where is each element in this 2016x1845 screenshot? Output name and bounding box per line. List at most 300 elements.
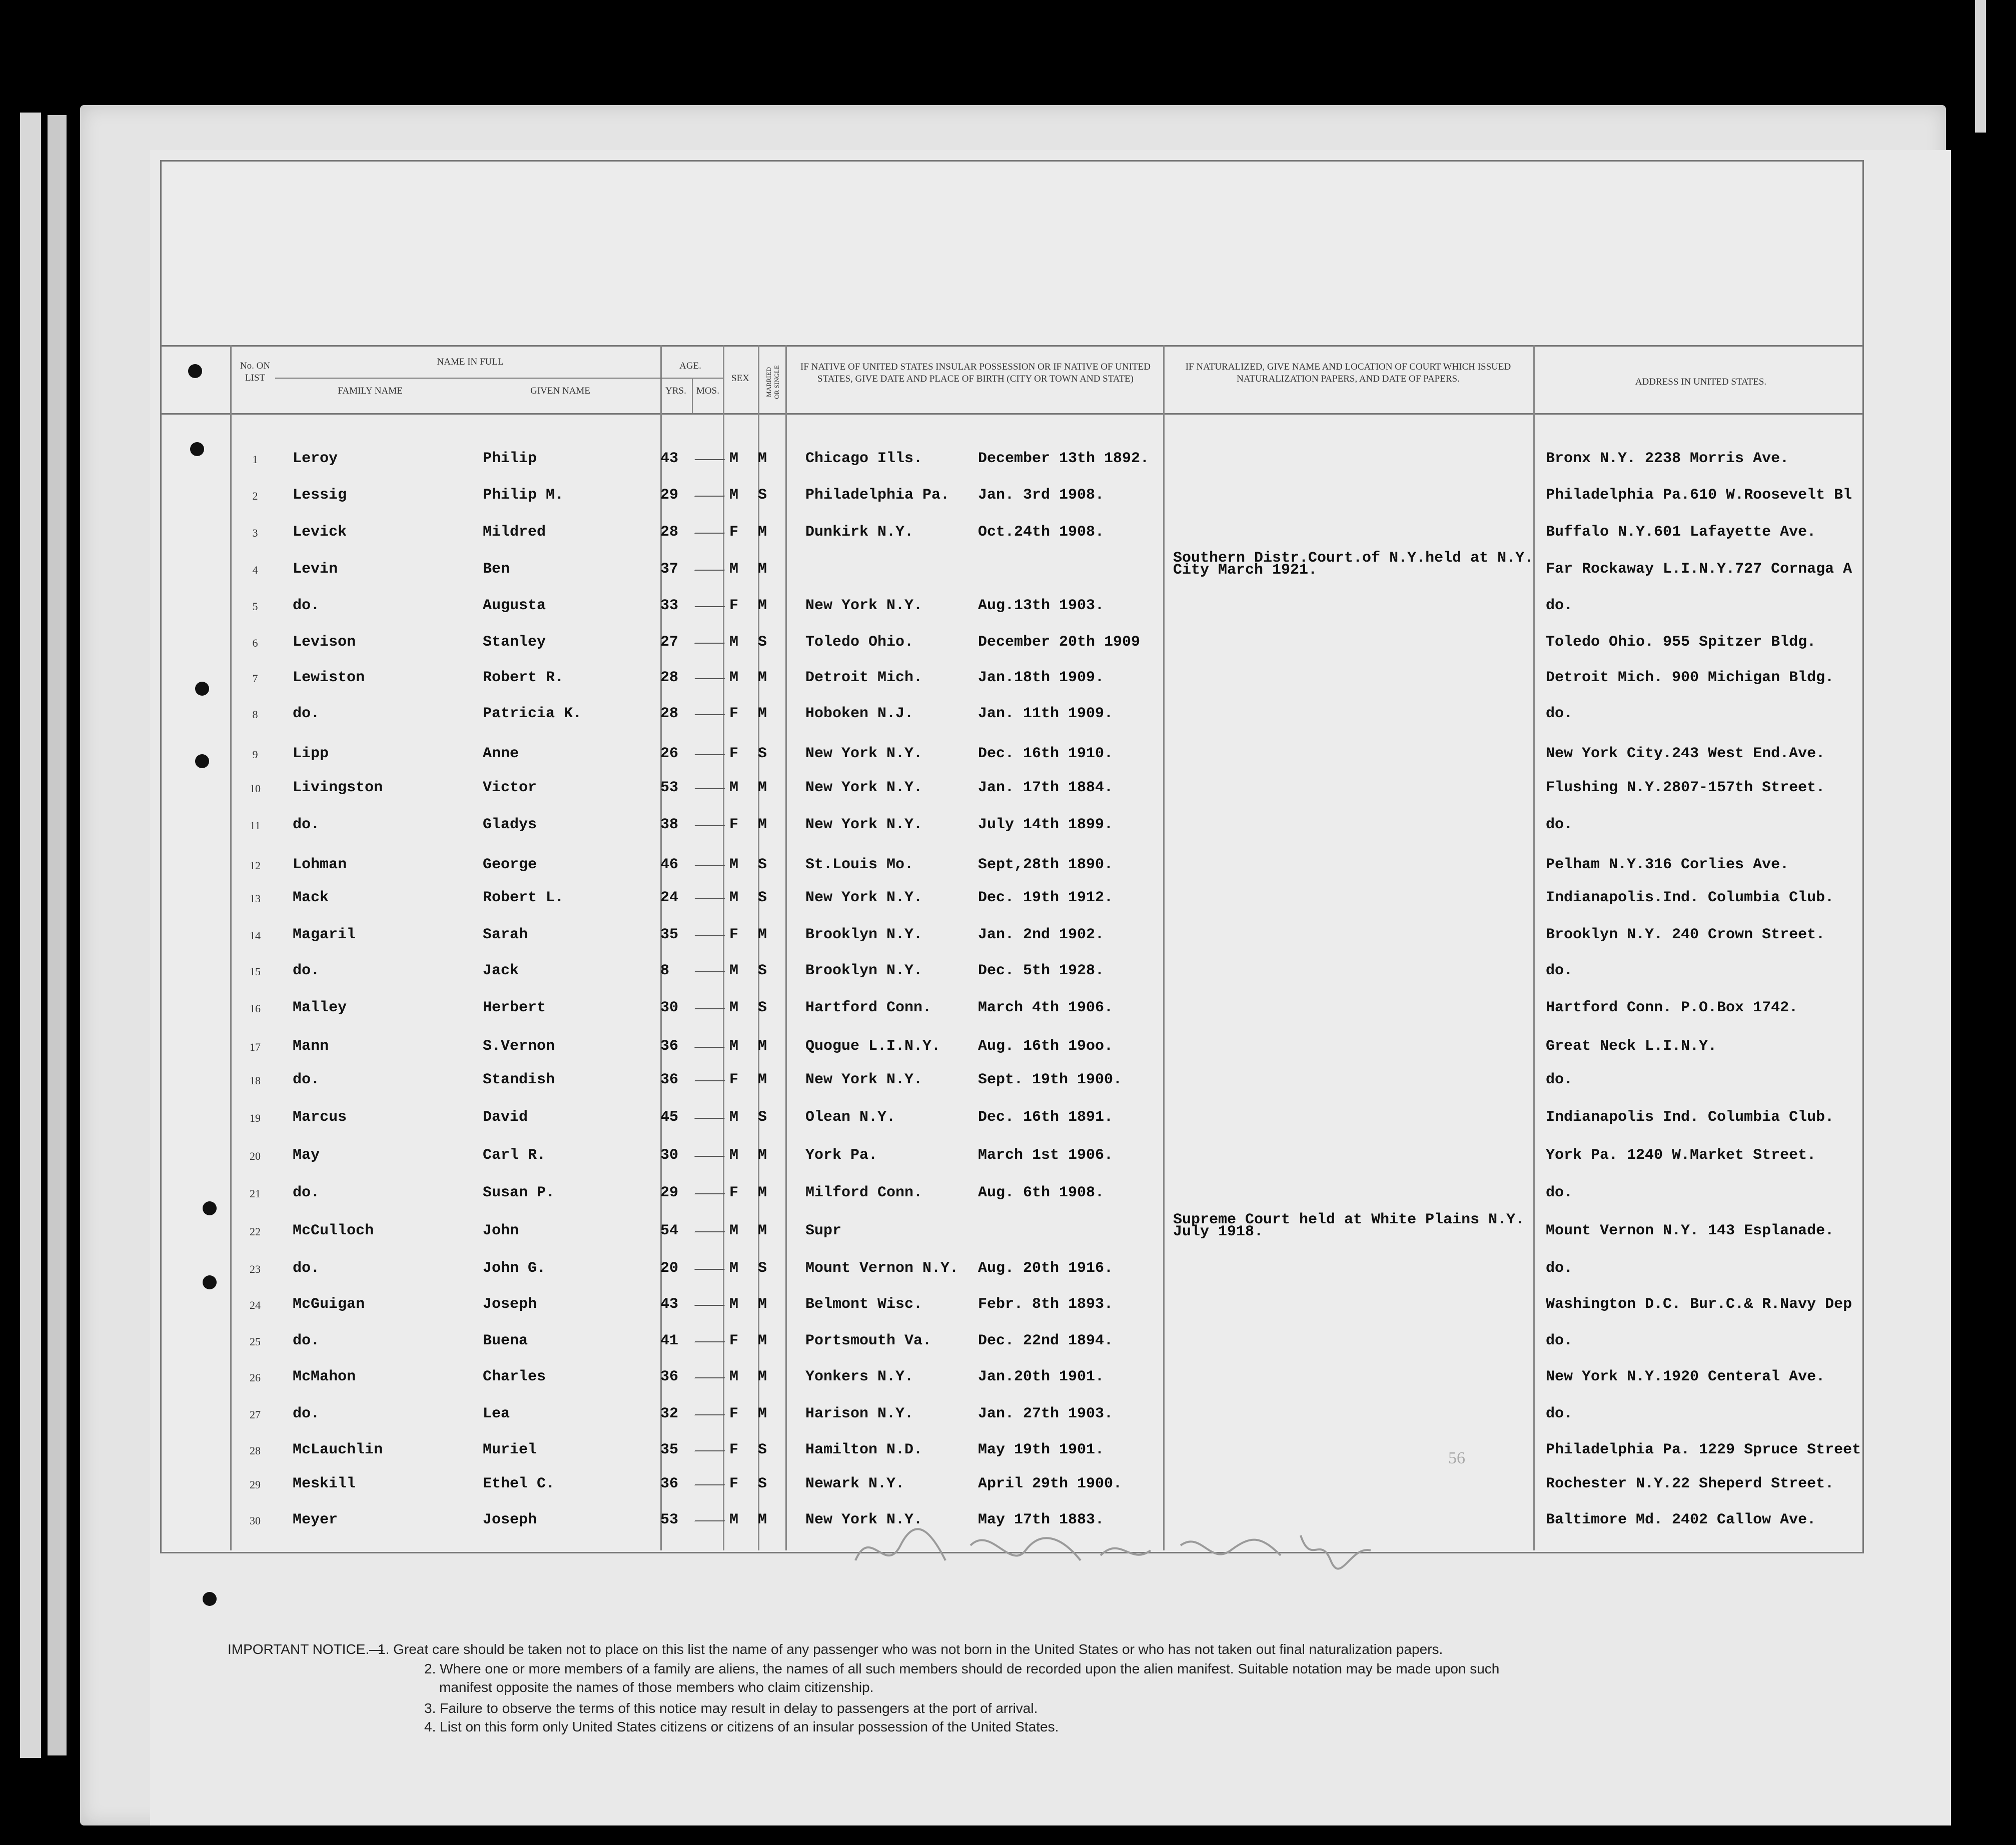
notice-item-3: 3. Failure to observe the terms of this notice may result in delay to passengers at the port of arrival.	[424, 1700, 1038, 1716]
row-given: Stanley	[483, 634, 546, 651]
row-ms: M	[758, 524, 767, 541]
row-age: 28	[660, 705, 679, 722]
row-place: Hartford Conn.	[805, 999, 932, 1016]
row-addr: Detroit Mich. 900 Michigan Bldg.	[1546, 669, 1834, 686]
row-sex: M	[729, 999, 739, 1016]
row-ms: M	[758, 1332, 767, 1349]
table-top-rule	[160, 345, 1862, 347]
row-addr: do.	[1546, 705, 1573, 722]
row-family: Mack	[293, 889, 329, 906]
row-place: Milford Conn.	[805, 1184, 923, 1201]
row-bdate: Febr. 8th 1893.	[978, 1296, 1114, 1313]
row-age: 53	[660, 1511, 679, 1528]
row-family: Mann	[293, 1038, 329, 1055]
row-no: 11	[250, 819, 261, 832]
row-given: Robert R.	[483, 669, 564, 686]
row-addr: do.	[1546, 1184, 1573, 1201]
row-age: 36	[660, 1071, 679, 1088]
row-sex: M	[729, 1038, 739, 1055]
row-addr: Buffalo N.Y.601 Lafayette Ave.	[1546, 524, 1816, 541]
row-ms: S	[758, 889, 767, 906]
row-bdate: Jan. 2nd 1902.	[978, 926, 1105, 943]
row-sex: M	[729, 450, 739, 467]
row-sex: F	[729, 745, 739, 762]
row-place: St.Louis Mo.	[805, 856, 914, 873]
row-bdate: Aug. 16th 19oo.	[978, 1038, 1114, 1055]
punch-hole	[190, 442, 204, 456]
row-age: 43	[660, 1296, 679, 1313]
row-addr: do.	[1546, 816, 1573, 833]
name-subheader-rule	[275, 378, 660, 379]
row-place: York Pa.	[805, 1147, 878, 1164]
row-given: Augusta	[483, 597, 546, 614]
row-given: Charles	[483, 1368, 546, 1385]
row-addr: York Pa. 1240 W.Market Street.	[1546, 1147, 1816, 1164]
row-given: Susan P.	[483, 1184, 555, 1201]
row-given: Robert L.	[483, 889, 564, 906]
row-given: Gladys	[483, 816, 537, 833]
row-sex: M	[729, 1511, 739, 1528]
signature-scrawl	[850, 1515, 1401, 1585]
row-age: 33	[660, 597, 679, 614]
row-age: 37	[660, 561, 679, 578]
row-age: 28	[660, 669, 679, 686]
row-no: 9	[252, 748, 258, 761]
row-no: 1	[252, 453, 258, 466]
row-ms: M	[758, 561, 767, 578]
row-family: McGuigan	[293, 1296, 365, 1313]
row-sex: F	[729, 1184, 739, 1201]
row-ms: M	[758, 1147, 767, 1164]
row-no: 4	[252, 564, 258, 576]
row-sex: M	[729, 561, 739, 578]
row-addr: Far Rockaway L.I.N.Y.727 Cornaga A	[1546, 561, 1852, 578]
row-no: 5	[252, 600, 258, 613]
row-place: Newark N.Y.	[805, 1475, 905, 1492]
row-no: 18	[250, 1074, 261, 1087]
row-bdate: Aug.13th 1903.	[978, 597, 1105, 614]
header-name-in-full: NAME IN FULL	[437, 357, 504, 367]
row-sex: M	[729, 1222, 739, 1239]
row-given: Lea	[483, 1405, 510, 1422]
row-addr: New York N.Y.1920 Centeral Ave.	[1546, 1368, 1825, 1385]
row-sex: M	[729, 962, 739, 979]
row-age: 36	[660, 1038, 679, 1055]
row-ms: M	[758, 1511, 767, 1528]
row-family: McLauchlin	[293, 1441, 383, 1458]
row-given: Anne	[483, 745, 519, 762]
row-ms: S	[758, 856, 767, 873]
row-ms: M	[758, 816, 767, 833]
row-given: Victor	[483, 779, 537, 796]
row-age: 46	[660, 856, 679, 873]
row-addr: Indianapolis.Ind. Columbia Club.	[1546, 889, 1834, 906]
row-place: New York N.Y.	[805, 816, 923, 833]
row-addr: do.	[1546, 1260, 1573, 1277]
row-sex: F	[729, 816, 739, 833]
notice-item-2: 2. Where one or more members of a family are aliens, the names of all such members should de recorded upon the alien manifest. Suitable notation may be made upon such	[424, 1661, 1500, 1676]
row-bdate: July 14th 1899.	[978, 816, 1114, 833]
row-addr: Philadelphia Pa.610 W.Roosevelt Bl	[1546, 487, 1852, 504]
punch-hole	[188, 364, 202, 378]
row-no: 15	[250, 965, 261, 978]
row-ms: S	[758, 1109, 767, 1126]
header-yrs: YRS.	[665, 386, 686, 396]
row-place: Supr	[805, 1222, 842, 1239]
row-family: Leroy	[293, 450, 338, 467]
row-bdate: Dec. 5th 1928.	[978, 962, 1105, 979]
row-family: Lohman	[293, 856, 347, 873]
row-addr: New York City.243 West End.Ave.	[1546, 745, 1825, 762]
row-no: 19	[250, 1112, 261, 1124]
row-bdate: Dec. 16th 1891.	[978, 1109, 1114, 1126]
row-no: 20	[250, 1150, 261, 1162]
punch-hole	[195, 754, 209, 768]
row-sex: F	[729, 1071, 739, 1088]
row-place: Brooklyn N.Y.	[805, 962, 923, 979]
row-place: Detroit Mich.	[805, 669, 923, 686]
row-family: McCulloch	[293, 1222, 374, 1239]
notice-item-4: 4. List on this form only United States citizens or citizens of an insular possession of the United States.	[424, 1719, 1059, 1734]
row-addr: Great Neck L.I.N.Y.	[1546, 1038, 1717, 1055]
row-no: 12	[250, 859, 261, 872]
row-given: John	[483, 1222, 519, 1239]
row-sex: F	[729, 1332, 739, 1349]
row-family: do.	[293, 816, 320, 833]
row-place: Hamilton N.D.	[805, 1441, 923, 1458]
row-no: 24	[250, 1299, 261, 1311]
row-no: 22	[250, 1225, 261, 1238]
row-bdate: Jan. 3rd 1908.	[978, 487, 1105, 504]
row-family: Levison	[293, 634, 356, 651]
row-nat: Supreme Court held at White Plains N.Y.	[1173, 1211, 1525, 1228]
row-place: Mount Vernon N.Y.	[805, 1260, 959, 1277]
row-bdate: Aug. 20th 1916.	[978, 1260, 1114, 1277]
header-family-name: FAMILY NAME	[338, 386, 403, 396]
row-family: May	[293, 1147, 320, 1164]
row-given: Philip	[483, 450, 537, 467]
row-sex: M	[729, 1109, 739, 1126]
row-given: S.Vernon	[483, 1038, 555, 1055]
row-addr: do.	[1546, 1071, 1573, 1088]
row-bdate: April 29th 1900.	[978, 1475, 1123, 1492]
punch-hole	[203, 1201, 217, 1215]
row-place: Hoboken N.J.	[805, 705, 914, 722]
row-bdate: Jan. 17th 1884.	[978, 779, 1114, 796]
row-family: do.	[293, 1071, 320, 1088]
row-ms: M	[758, 1296, 767, 1313]
row-ms: M	[758, 1071, 767, 1088]
row-age: 41	[660, 1332, 679, 1349]
row-ms: S	[758, 1475, 767, 1492]
row-addr: Rochester N.Y.22 Sheperd Street.	[1546, 1475, 1834, 1492]
col-rule-married	[785, 345, 787, 1550]
row-sex: M	[729, 856, 739, 873]
row-nat: Southern Distr.Court.of N.Y.held at N.Y.	[1173, 550, 1534, 567]
row-addr: Baltimore Md. 2402 Callow Ave.	[1546, 1511, 1816, 1528]
row-age: 36	[660, 1368, 679, 1385]
header-bottom-rule	[160, 413, 1862, 415]
row-family: do.	[293, 1405, 320, 1422]
row-ms: M	[758, 1184, 767, 1201]
row-family: McMahon	[293, 1368, 356, 1385]
row-age: 32	[660, 1405, 679, 1422]
row-sex: M	[729, 487, 739, 504]
row-place: Yonkers N.Y.	[805, 1368, 914, 1385]
header-married-or-single: MARRIED OR SINGLE	[765, 365, 780, 399]
row-family: Lipp	[293, 745, 329, 762]
row-bdate: Jan.20th 1901.	[978, 1368, 1105, 1385]
row-family: do.	[293, 705, 320, 722]
row-no: 17	[250, 1041, 261, 1053]
row-no: 14	[250, 929, 261, 942]
row-bdate: Jan. 11th 1909.	[978, 705, 1114, 722]
row-place: Dunkirk N.Y.	[805, 524, 914, 541]
row-sex: F	[729, 926, 739, 943]
row-place: New York N.Y.	[805, 779, 923, 796]
header-mos: MOS.	[696, 386, 719, 396]
row-sex: F	[729, 1441, 739, 1458]
row-place: New York N.Y.	[805, 597, 923, 614]
row-bdate: Dec. 22nd 1894.	[978, 1332, 1114, 1349]
right-edge-bar	[1975, 0, 1986, 133]
row-family: Meskill	[293, 1475, 356, 1492]
row-given: Carl R.	[483, 1147, 546, 1164]
row-addr: Washington D.C. Bur.C.& R.Navy Dep	[1546, 1296, 1852, 1313]
col-rule-birth	[1163, 345, 1165, 1550]
row-addr: do.	[1546, 962, 1573, 979]
row-sex: M	[729, 1296, 739, 1313]
row-age: 28	[660, 524, 679, 541]
row-given: Ben	[483, 561, 510, 578]
row-given: Standish	[483, 1071, 555, 1088]
row-family: Levick	[293, 524, 347, 541]
row-age: 30	[660, 999, 679, 1016]
row-no: 28	[250, 1444, 261, 1457]
row-ms: M	[758, 705, 767, 722]
row-no: 6	[252, 637, 258, 649]
row-given: Philip M.	[483, 487, 564, 504]
row-nat2: July 1918.	[1173, 1223, 1264, 1240]
row-addr: Brooklyn N.Y. 240 Crown Street.	[1546, 926, 1825, 943]
row-addr: do.	[1546, 1405, 1573, 1422]
row-addr: Hartford Conn. P.O.Box 1742.	[1546, 999, 1798, 1016]
row-ms: S	[758, 487, 767, 504]
row-given: John G.	[483, 1260, 546, 1277]
row-addr: Toledo Ohio. 955 Spitzer Bldg.	[1546, 634, 1816, 651]
punch-hole	[203, 1592, 217, 1606]
row-given: David	[483, 1109, 528, 1126]
header-address: ADDRESS IN UNITED STATES.	[1635, 377, 1767, 387]
row-no: 26	[250, 1371, 261, 1384]
row-age: 26	[660, 745, 679, 762]
row-given: Patricia K.	[483, 705, 582, 722]
row-nat2: City March 1921.	[1173, 562, 1318, 579]
row-no: 21	[250, 1187, 261, 1200]
row-ms: M	[758, 1222, 767, 1239]
row-ms: M	[758, 779, 767, 796]
row-place: Toledo Ohio.	[805, 634, 914, 651]
row-sex: F	[729, 705, 739, 722]
row-addr: Flushing N.Y.2807-157th Street.	[1546, 779, 1825, 796]
row-age: 29	[660, 1184, 679, 1201]
row-no: 16	[250, 1002, 261, 1015]
row-no: 23	[250, 1263, 261, 1275]
row-family: do.	[293, 962, 320, 979]
row-sex: M	[729, 1368, 739, 1385]
row-family: Livingston	[293, 779, 383, 796]
row-sex: F	[729, 597, 739, 614]
row-addr: Mount Vernon N.Y. 143 Esplanade.	[1546, 1222, 1834, 1239]
punch-hole	[203, 1275, 217, 1289]
row-place: New York N.Y.	[805, 745, 923, 762]
row-sex: M	[729, 1147, 739, 1164]
row-given: Buena	[483, 1332, 528, 1349]
row-ms: S	[758, 634, 767, 651]
row-bdate: Sept. 19th 1900.	[978, 1071, 1123, 1088]
row-given: Ethel C.	[483, 1475, 555, 1492]
row-place: Philadelphia Pa.	[805, 487, 950, 504]
row-no: 27	[250, 1408, 261, 1421]
row-place: New York N.Y.	[805, 889, 923, 906]
row-no: 13	[250, 892, 261, 905]
left-edge-strip	[20, 113, 41, 1758]
row-bdate: March 1st 1906.	[978, 1147, 1114, 1164]
row-age: 45	[660, 1109, 679, 1126]
row-ms: M	[758, 450, 767, 467]
row-place: Quogue L.I.N.Y.	[805, 1038, 941, 1055]
row-place: Chicago Ills.	[805, 450, 923, 467]
row-age: 35	[660, 926, 679, 943]
row-ms: M	[758, 926, 767, 943]
row-given: Herbert	[483, 999, 546, 1016]
row-age: 30	[660, 1147, 679, 1164]
row-bdate: May 17th 1883.	[978, 1511, 1105, 1528]
header-given-name: GIVEN NAME	[530, 386, 590, 396]
row-bdate: Dec. 16th 1910.	[978, 745, 1114, 762]
notice-item-2-cont: manifest opposite the names of those members who claim citizenship.	[439, 1679, 874, 1695]
row-age: 20	[660, 1260, 679, 1277]
row-given: George	[483, 856, 537, 873]
row-age: 38	[660, 816, 679, 833]
header-naturalization: IF NATURALIZED, GIVE NAME AND LOCATION OF COURT WHICH ISSUED NATURALIZATION PAPERS, AND DATE OF PAPERS.	[1185, 362, 1511, 384]
row-family: do.	[293, 1332, 320, 1349]
row-no: 25	[250, 1335, 261, 1348]
row-age: 27	[660, 634, 679, 651]
row-given: Muriel	[483, 1441, 537, 1458]
row-sex: F	[729, 1475, 739, 1492]
header-sex: SEX	[731, 373, 749, 384]
row-place: Harison N.Y.	[805, 1405, 914, 1422]
row-bdate: Sept,28th 1890.	[978, 856, 1114, 873]
row-no: 30	[250, 1514, 261, 1527]
header-no-on-list: No. ON LIST	[240, 361, 271, 383]
row-ms: M	[758, 1038, 767, 1055]
col-rule-naturalized	[1533, 345, 1535, 1550]
row-sex: M	[729, 889, 739, 906]
row-ms: S	[758, 1441, 767, 1458]
row-place: New York N.Y.	[805, 1511, 923, 1528]
row-given: Jack	[483, 962, 519, 979]
row-place: Portsmouth Va.	[805, 1332, 932, 1349]
row-bdate: December 13th 1892.	[978, 450, 1150, 467]
punch-hole	[195, 682, 209, 696]
row-addr: do.	[1546, 1332, 1573, 1349]
row-bdate: May 19th 1901.	[978, 1441, 1105, 1458]
row-sex: M	[729, 779, 739, 796]
row-no: 10	[250, 782, 261, 795]
row-addr: Pelham N.Y.316 Corlies Ave.	[1546, 856, 1789, 873]
row-given: Joseph	[483, 1296, 537, 1313]
row-no: 8	[252, 708, 258, 721]
row-addr: do.	[1546, 597, 1573, 614]
row-family: do.	[293, 1184, 320, 1201]
row-bdate: Aug. 6th 1908.	[978, 1184, 1105, 1201]
row-bdate: Oct.24th 1908.	[978, 524, 1105, 541]
row-sex: M	[729, 634, 739, 651]
row-age: 54	[660, 1222, 679, 1239]
row-addr: Indianapolis Ind. Columbia Club.	[1546, 1109, 1834, 1126]
header-age: AGE.	[679, 361, 701, 371]
row-bdate: Jan. 27th 1903.	[978, 1405, 1114, 1422]
margin-code: 56	[1448, 1449, 1465, 1467]
row-bdate: Dec. 19th 1912.	[978, 889, 1114, 906]
row-sex: M	[729, 669, 739, 686]
row-ms: M	[758, 669, 767, 686]
notice-lead: IMPORTANT NOTICE.—	[228, 1641, 384, 1657]
row-age: 8	[660, 962, 670, 979]
row-no: 7	[252, 672, 258, 685]
row-given: Mildred	[483, 524, 546, 541]
row-family: Meyer	[293, 1511, 338, 1528]
row-place: Olean N.Y.	[805, 1109, 896, 1126]
row-ms: S	[758, 962, 767, 979]
row-age: 53	[660, 779, 679, 796]
row-age: 43	[660, 450, 679, 467]
row-ms: S	[758, 1260, 767, 1277]
header-birth-info: IF NATIVE OF UNITED STATES INSULAR POSSESSION OR IF NATIVE OF UNITED STATES, GIVE DATE AND PLACE OF BIRTH (CITY OR TOWN AND STATE)	[800, 362, 1151, 384]
row-bdate: December 20th 1909	[978, 634, 1141, 651]
row-ms: S	[758, 745, 767, 762]
row-no: 29	[250, 1478, 261, 1491]
row-family: Malley	[293, 999, 347, 1016]
row-place: New York N.Y.	[805, 1071, 923, 1088]
row-family: Lewiston	[293, 669, 365, 686]
row-ms: M	[758, 597, 767, 614]
row-place: Brooklyn N.Y.	[805, 926, 923, 943]
left-edge-strip-inner	[48, 115, 67, 1755]
row-given: Sarah	[483, 926, 528, 943]
row-bdate: Jan.18th 1909.	[978, 669, 1105, 686]
row-age: 29	[660, 487, 679, 504]
row-ms: S	[758, 999, 767, 1016]
row-family: Marcus	[293, 1109, 347, 1126]
notice-item-1: 1. Great care should be taken not to place on this list the name of any passenger who was not born in the United States or who has not taken out final naturalization papers.	[378, 1641, 1443, 1657]
row-bdate: March 4th 1906.	[978, 999, 1114, 1016]
row-age: 35	[660, 1441, 679, 1458]
row-family: Lessig	[293, 487, 347, 504]
row-family: do.	[293, 597, 320, 614]
row-family: Magaril	[293, 926, 356, 943]
row-sex: F	[729, 524, 739, 541]
row-ms: M	[758, 1368, 767, 1385]
row-no: 3	[252, 527, 258, 539]
row-addr: Bronx N.Y. 2238 Morris Ave.	[1546, 450, 1789, 467]
row-addr: Philadelphia Pa. 1229 Spruce Street	[1546, 1441, 1861, 1458]
col-rule-no	[230, 345, 232, 1550]
row-sex: M	[729, 1260, 739, 1277]
row-no: 2	[252, 490, 258, 502]
